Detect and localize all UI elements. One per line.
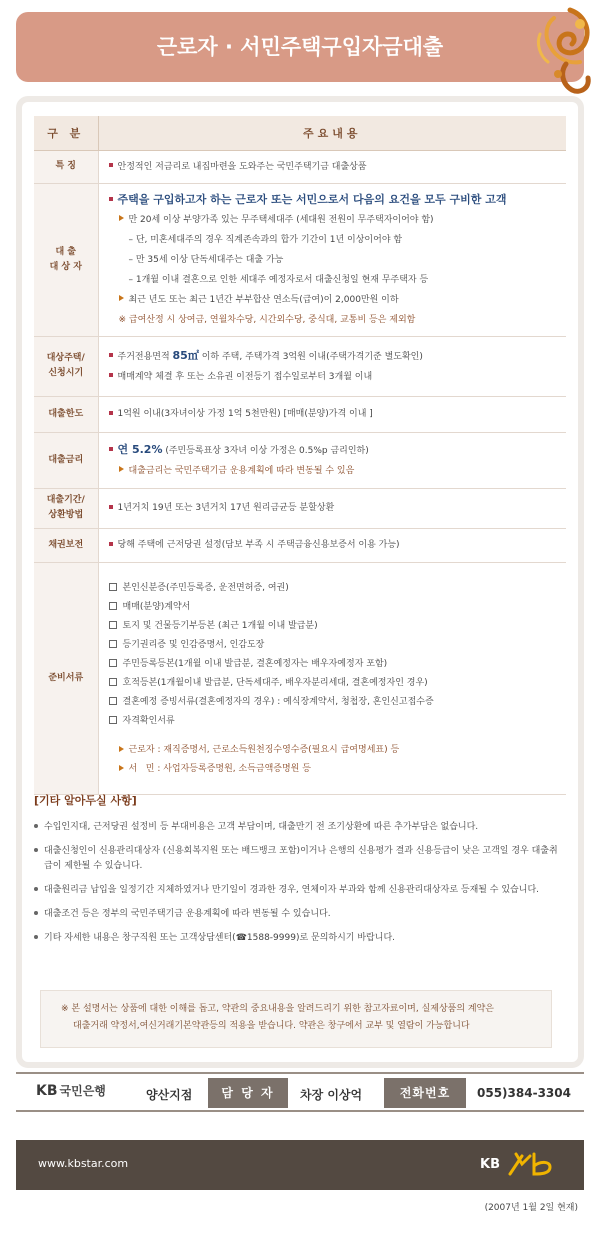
security-text: 당해 주택에 근저당권 설정(담보 부족 시 주택금융신용보증서 이용 가능) <box>117 540 400 550</box>
doc-item-text: 토지 및 건물등기부등본 (최근 1개월 이내 발급분) <box>122 621 318 631</box>
arrow-icon <box>119 746 124 752</box>
note-text: 대출신청인이 신용관리대상자 (신용회복지원 또는 배드뱅크 포함)이거나 은행의 신용평가 결과 신용등급이 낮은 고객일 경우 대출취급이 제한될 수 있습니다. <box>44 846 558 871</box>
doc-item <box>109 655 557 674</box>
bullet-icon <box>34 935 38 939</box>
disclaimer-text <box>41 991 551 1035</box>
checkbox-icon <box>109 640 117 648</box>
spacer <box>109 731 557 741</box>
kb-bank-logo <box>36 1082 106 1099</box>
branch-name: 양산지점 <box>146 1088 193 1102</box>
doc-sub-common-text: 서 민 : 사업자등록증명원, 소득금액증명원 등 <box>128 764 311 774</box>
checkbox-icon <box>109 678 117 686</box>
table-row-target <box>34 183 566 336</box>
note-item <box>34 931 566 946</box>
website-link[interactable]: www.kbstar.com <box>38 1157 129 1170</box>
doc-item-text: 매매(분양)계약서 <box>122 602 191 612</box>
house-line-1a: 주거전용면적 <box>117 351 173 362</box>
row-content-period <box>98 488 566 528</box>
checkbox-icon <box>109 602 117 610</box>
product-table <box>34 116 566 795</box>
rate-line-1 <box>109 440 557 461</box>
checkbox-icon <box>109 659 117 667</box>
bullet-icon <box>34 887 38 891</box>
row-content-docs <box>98 562 566 794</box>
target-line-1 <box>109 210 557 230</box>
doc-item <box>109 598 557 617</box>
row-label-period <box>34 488 98 528</box>
rate-line-2 <box>109 461 557 481</box>
bullet-icon <box>34 911 38 915</box>
row-content-feature <box>98 150 566 183</box>
row-label-house <box>34 336 98 396</box>
doc-sub-worker <box>109 741 557 760</box>
page-title: 근로자 · 서민주택구입자금대출 <box>156 35 444 59</box>
bullet-icon <box>109 163 113 167</box>
target-label-line1: 대 출 <box>55 246 77 257</box>
arrow-icon <box>119 466 124 472</box>
period-label-line1: 대출기간/ <box>46 495 85 505</box>
manager-label: 담 당 자 <box>208 1078 288 1108</box>
bullet-icon <box>34 848 38 852</box>
bullet-icon <box>109 353 113 357</box>
target-line-6: ※ 급여산정 시 상여금, 연월차수당, 시간외수당, 중식대, 교통비 등은 제외함 <box>118 314 416 325</box>
bullet-icon <box>109 542 113 546</box>
notes-title: [기타 알아두실 사항] <box>34 794 137 807</box>
doc-item <box>109 617 557 636</box>
disclaimer-box <box>40 990 552 1048</box>
row-content-house <box>98 336 566 396</box>
row-label-docs: 준비서류 <box>34 562 98 794</box>
doc-item-text: 결혼예정 증빙서류(결혼예정자의 경우) : 예식장계약서, 청첩장, 혼인신고접수증 <box>122 697 434 707</box>
doc-item-text: 호적등본(1개월이내 발급분, 단독세대주, 배우자분리세대, 결혼예정자인 경우) <box>122 678 428 688</box>
target-headline <box>109 190 557 210</box>
table-row-feature <box>34 150 566 183</box>
bullet-icon <box>109 197 113 201</box>
bullet-icon <box>109 373 113 377</box>
as-of-date: (2007년 1월 2일 현재) <box>484 1203 578 1213</box>
rate-value: 연 5.2% <box>117 442 163 456</box>
house-area-value: 85㎡ <box>172 348 199 362</box>
house-line-1 <box>109 346 557 367</box>
note-text: 수입인지대, 근저당권 설정비 등 부대비용은 고객 부담이며, 대출만기 전 조기상환에 따른 추가부담은 없습니다. <box>44 822 479 832</box>
doc-item-text: 주민등록등본(1개월 이내 발급분, 결혼예정자는 배우자예정자 포함) <box>122 659 388 669</box>
note-text: 대출조건 등은 정부의 국민주택기금 운용계획에 따라 변동될 수 있습니다. <box>44 909 331 919</box>
target-label-line2: 대 상 자 <box>49 261 82 272</box>
row-content-limit <box>98 396 566 432</box>
table-row-limit <box>34 396 566 432</box>
doc-sub-worker-text: 근로자 : 재직증명서, 근로소득원천징수영수증(필요시 급여명세표) 등 <box>128 745 400 755</box>
info-panel <box>16 96 584 1068</box>
doc-item-text: 등기권리증 및 인감증명서, 인감도장 <box>122 640 265 650</box>
bullet-icon <box>34 824 38 828</box>
rate-line-1-text: (주민등록표상 3자녀 이상 가정은 0.5%p 금리인하) <box>162 445 369 456</box>
note-text: 대출원리금 납입을 일정기간 지체하였거나 만기일이 경과한 경우, 연체이자 부과와 함께 신용관리대상자로 등재될 수 있습니다. <box>44 885 540 895</box>
table-row-rate <box>34 432 566 488</box>
period-text: 1년거치 19년 또는 3년거치 17년 원리금균등 분할상환 <box>117 503 335 513</box>
target-line-2: – 단, 미혼세대주의 경우 직계존속과의 합가 기간이 1년 이상이어야 함 <box>128 234 403 245</box>
house-line-2 <box>109 367 557 387</box>
bullet-icon <box>109 447 113 451</box>
phone-number[interactable]: 055)384-3304 <box>477 1086 571 1100</box>
row-content-target <box>98 183 566 336</box>
doc-item <box>109 579 557 598</box>
house-line-1c: 이하 주택, 주택가격 3억원 이내(주택가격기준 별도확인) <box>198 351 423 362</box>
table-row-house <box>34 336 566 396</box>
target-line-5 <box>109 290 557 310</box>
target-headline-text: 주택을 구입하고자 하는 근로자 또는 서민으로서 다음의 요건을 모두 구비한 고객 <box>117 192 507 206</box>
row-label-target <box>34 183 98 336</box>
row-content-security <box>98 528 566 562</box>
doc-item-text: 본인신분증(주민등록증, 운전면허증, 여권) <box>122 583 289 593</box>
disclaimer-line-1: ※ 본 설명서는 상품에 대한 이해를 돕고, 약관의 중요내용을 알려드리기 위한 참고자료이며, 실제상품의 계약은 <box>61 1004 494 1014</box>
target-line-3: – 만 35세 이상 단독세대주는 대출 가능 <box>128 254 284 265</box>
contact-bar <box>16 1072 584 1112</box>
doc-sub-common <box>109 760 557 779</box>
kb-logo-text: KB <box>36 1083 58 1099</box>
note-item <box>34 844 566 874</box>
kb-star-icon <box>480 1150 560 1180</box>
doc-item <box>109 636 557 655</box>
row-label-security: 채권보전 <box>34 528 98 562</box>
bullet-icon <box>109 505 113 509</box>
checkbox-icon <box>109 621 117 629</box>
row-label-rate: 대출금리 <box>34 432 98 488</box>
house-label-line2: 신청시기 <box>48 368 84 378</box>
bank-name: 국민은행 <box>59 1084 106 1098</box>
manager-name: 차장 이상억 <box>300 1088 363 1102</box>
note-item <box>34 820 566 835</box>
table-row-docs <box>34 562 566 794</box>
house-line-2-text: 매매계약 체결 후 또는 소유권 이전등기 접수일로부터 3개월 이내 <box>117 371 373 382</box>
target-line-5-text: 최근 년도 또는 최근 1년간 부부합산 연소득(급여)이 2,000만원 이하 <box>128 294 399 305</box>
feature-text: 안정적인 저금리로 내집마련을 도와주는 국민주택기금 대출상품 <box>117 161 367 172</box>
table-row-period <box>34 488 566 528</box>
row-content-rate <box>98 432 566 488</box>
doc-item <box>109 674 557 693</box>
house-label-line1: 대상주택/ <box>46 353 85 363</box>
doc-item <box>109 693 557 712</box>
table-header-row <box>34 116 566 150</box>
note-text: 기타 자세한 내용은 창구직원 또는 고객상담센터(☎1588-9999)로 문의하시기 바랍니다. <box>44 933 395 943</box>
checkbox-icon <box>109 583 117 591</box>
note-item <box>34 883 566 898</box>
notes-section <box>34 792 566 955</box>
row-label-feature: 특 징 <box>34 150 98 183</box>
footer-bar <box>16 1140 584 1190</box>
checkbox-icon <box>109 716 117 724</box>
arrow-icon <box>119 295 124 301</box>
row-label-limit: 대출한도 <box>34 396 98 432</box>
disclaimer-line-2: 대출거래 약정서,여신거래기본약관등의 적용을 받습니다. 약관은 창구에서 교부 및 열람이 가능합니다 <box>73 1021 470 1031</box>
doc-item <box>109 712 557 731</box>
target-line-1-text: 만 20세 이상 부양가족 있는 무주택세대주 (세대원 전원이 무주택자이어야 함) <box>128 214 434 225</box>
ornament-icon <box>510 4 596 96</box>
note-item <box>34 907 566 922</box>
kb-star-mark-icon <box>506 1150 560 1180</box>
col-content-header: 주요내용 <box>98 116 566 150</box>
limit-text: 1억원 이내(3자녀이상 가정 1억 5천만원) [매매(분양)가격 이내 ] <box>117 409 373 419</box>
col-category-header: 구 분 <box>34 116 98 150</box>
table-row-security <box>34 528 566 562</box>
phone-label: 전화번호 <box>384 1078 466 1108</box>
rate-line-2-text: 대출금리는 국민주택기금 운용계획에 따라 변동될 수 있음 <box>128 465 355 476</box>
checkbox-icon <box>109 697 117 705</box>
arrow-icon <box>119 215 124 221</box>
kb-star-logo-text: KB <box>480 1157 500 1172</box>
target-line-4: – 1개월 이내 결혼으로 인한 세대주 예정자로서 대출신청일 현재 무주택자 등 <box>128 274 429 285</box>
page-header <box>16 12 584 82</box>
period-label-line2: 상환방법 <box>48 510 84 520</box>
bullet-icon <box>109 411 113 415</box>
doc-item-text: 자격확인서류 <box>122 716 175 726</box>
arrow-icon <box>119 765 124 771</box>
